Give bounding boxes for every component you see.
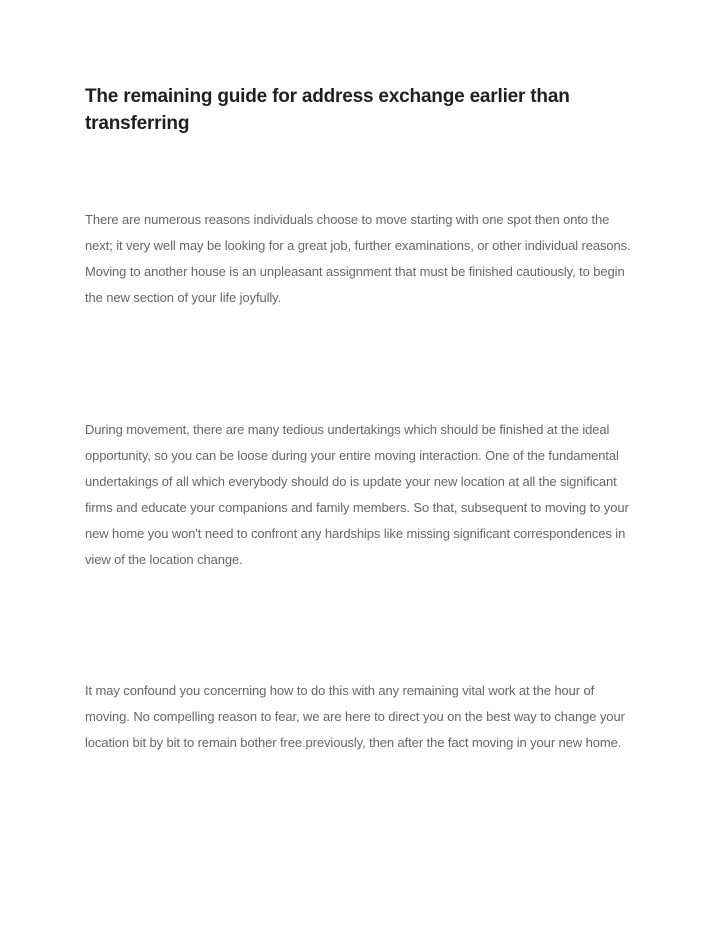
paragraph-how-to-change: It may confound you concerning how to do this with any remaining vital work at the hour of moving. No compelling reason to fear, we are here to direct you on the best way to change your location bit by bit to remain bother free previously, then after the fact moving in your new home. <box>85 683 625 750</box>
paragraph-update-location: During movement, there are many tedious undertakings which should be finished at the ideal opportunity, so you can be loose during your entire moving interaction. One of the fundamental undertakings of all which everybody should do is update your new location at all the significant firms and educate your companions and family members. So that, subsequent to moving to your new home you won't need to confront any hardships like missing significant correspondences in view of the location change. <box>85 422 629 567</box>
paragraph-reasons-for-moving: There are numerous reasons individuals choose to move starting with one spot then onto the next; it very well may be looking for a great job, further examinations, or other individual reasons. Moving to another house is an unpleasant assignment that must be finished cautiously, to begin the new section of your life joyfully. <box>85 212 631 305</box>
document-title: The remaining guide for address exchange earlier than transferring <box>85 86 570 134</box>
